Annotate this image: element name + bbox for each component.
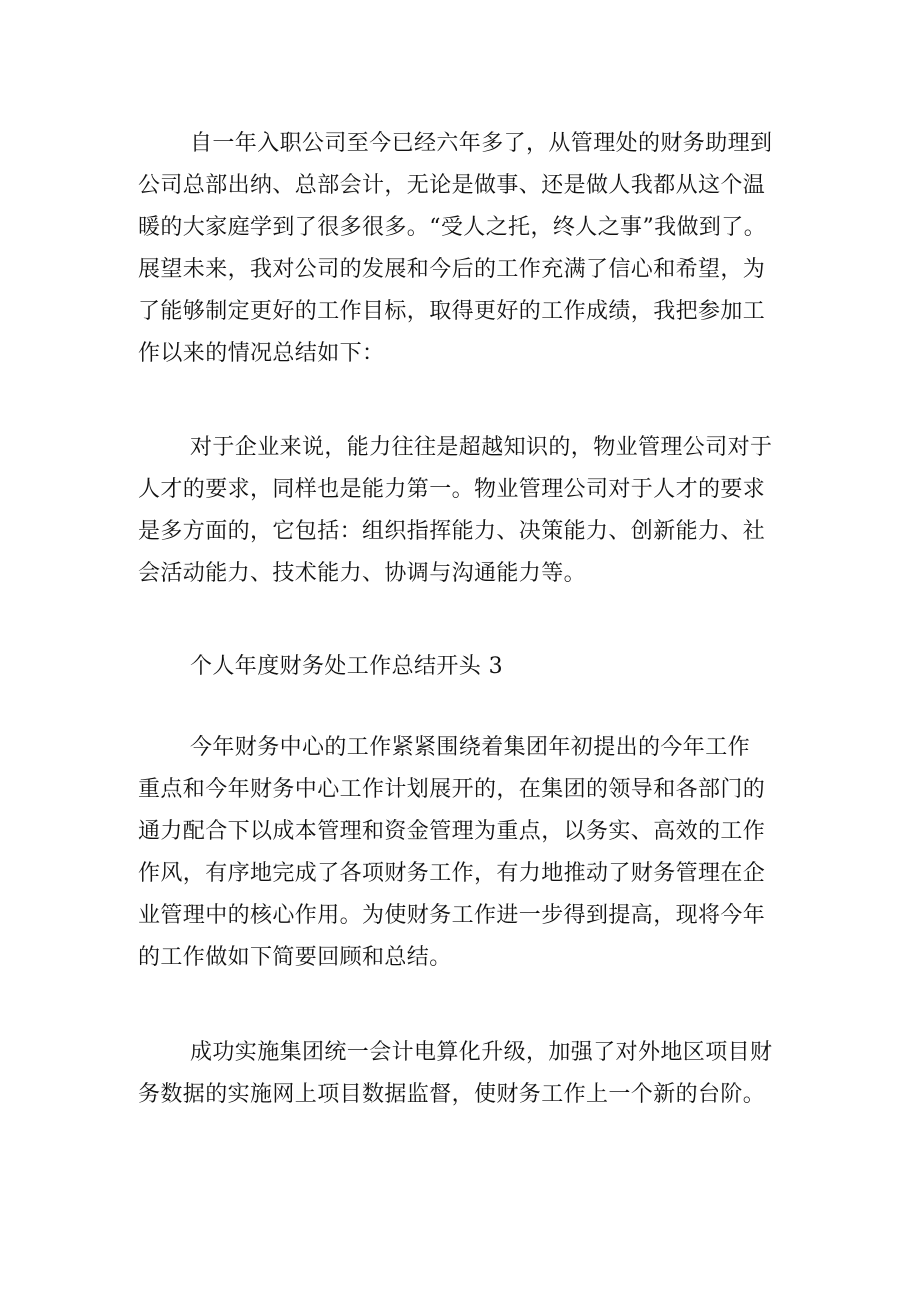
paragraph-line: 公司总部出纳、总部会计，无论是做事、还是做人我都从这个温	[138, 173, 766, 198]
paragraph-line: 业管理中的核心作用。为使财务工作进一步得到提高，现将今年	[138, 903, 766, 928]
paragraph-line: 成功实施集团统一会计电算化升级，加强了对外地区项目财	[190, 1040, 773, 1065]
paragraph-line: 暖的大家庭学到了很多很多。“受人之托，终人之事”我做到了。	[138, 215, 767, 240]
paragraph-line: 会活动能力、技术能力、协调与沟通能力等。	[138, 561, 587, 586]
paragraph-line: 重点和今年财务中心工作计划展开的，在集团的领导和各部门的	[138, 777, 766, 802]
paragraph-line: 务数据的实施网上项目数据监督，使财务工作上一个新的台阶。	[138, 1082, 766, 1107]
paragraph-ability	[138, 427, 798, 595]
paragraph-line: 自一年入职公司至今已经六年多了，从管理处的财务助理到	[190, 131, 773, 156]
paragraph-line: 了能够制定更好的工作目标，取得更好的工作成绩，我把参加工	[138, 299, 766, 324]
paragraph-line: 是多方面的，它包括：组织指挥能力、决策能力、创新能力、社	[138, 519, 766, 544]
paragraph-line: 作风，有序地完成了各项财务工作，有力地推动了财务管理在企	[138, 861, 766, 886]
paragraph-line: 今年财务中心的工作紧紧围绕着集团年初提出的今年工作	[190, 735, 751, 760]
paragraph-line: 对于企业来说，能力往往是超越知识的，物业管理公司对于	[190, 435, 773, 460]
paragraph-intro	[138, 123, 798, 375]
section-title-text: 个人年度财务处工作总结开头 3	[190, 654, 503, 679]
section-title	[138, 646, 798, 688]
paragraph-line: 人才的要求，同样也是能力第一。物业管理公司对于人才的要求	[138, 477, 766, 502]
paragraph-finance-center	[138, 727, 798, 979]
paragraph-line: 作以来的情况总结如下：	[138, 341, 385, 366]
paragraph-line: 通力配合下以成本管理和资金管理为重点，以务实、高效的工作	[138, 819, 766, 844]
paragraph-line: 展望未来，我对公司的发展和今后的工作充满了信心和希望，为	[138, 257, 766, 282]
paragraph-accounting-upgrade	[138, 1032, 798, 1116]
paragraph-line: 的工作做如下简要回顾和总结。	[138, 945, 452, 970]
